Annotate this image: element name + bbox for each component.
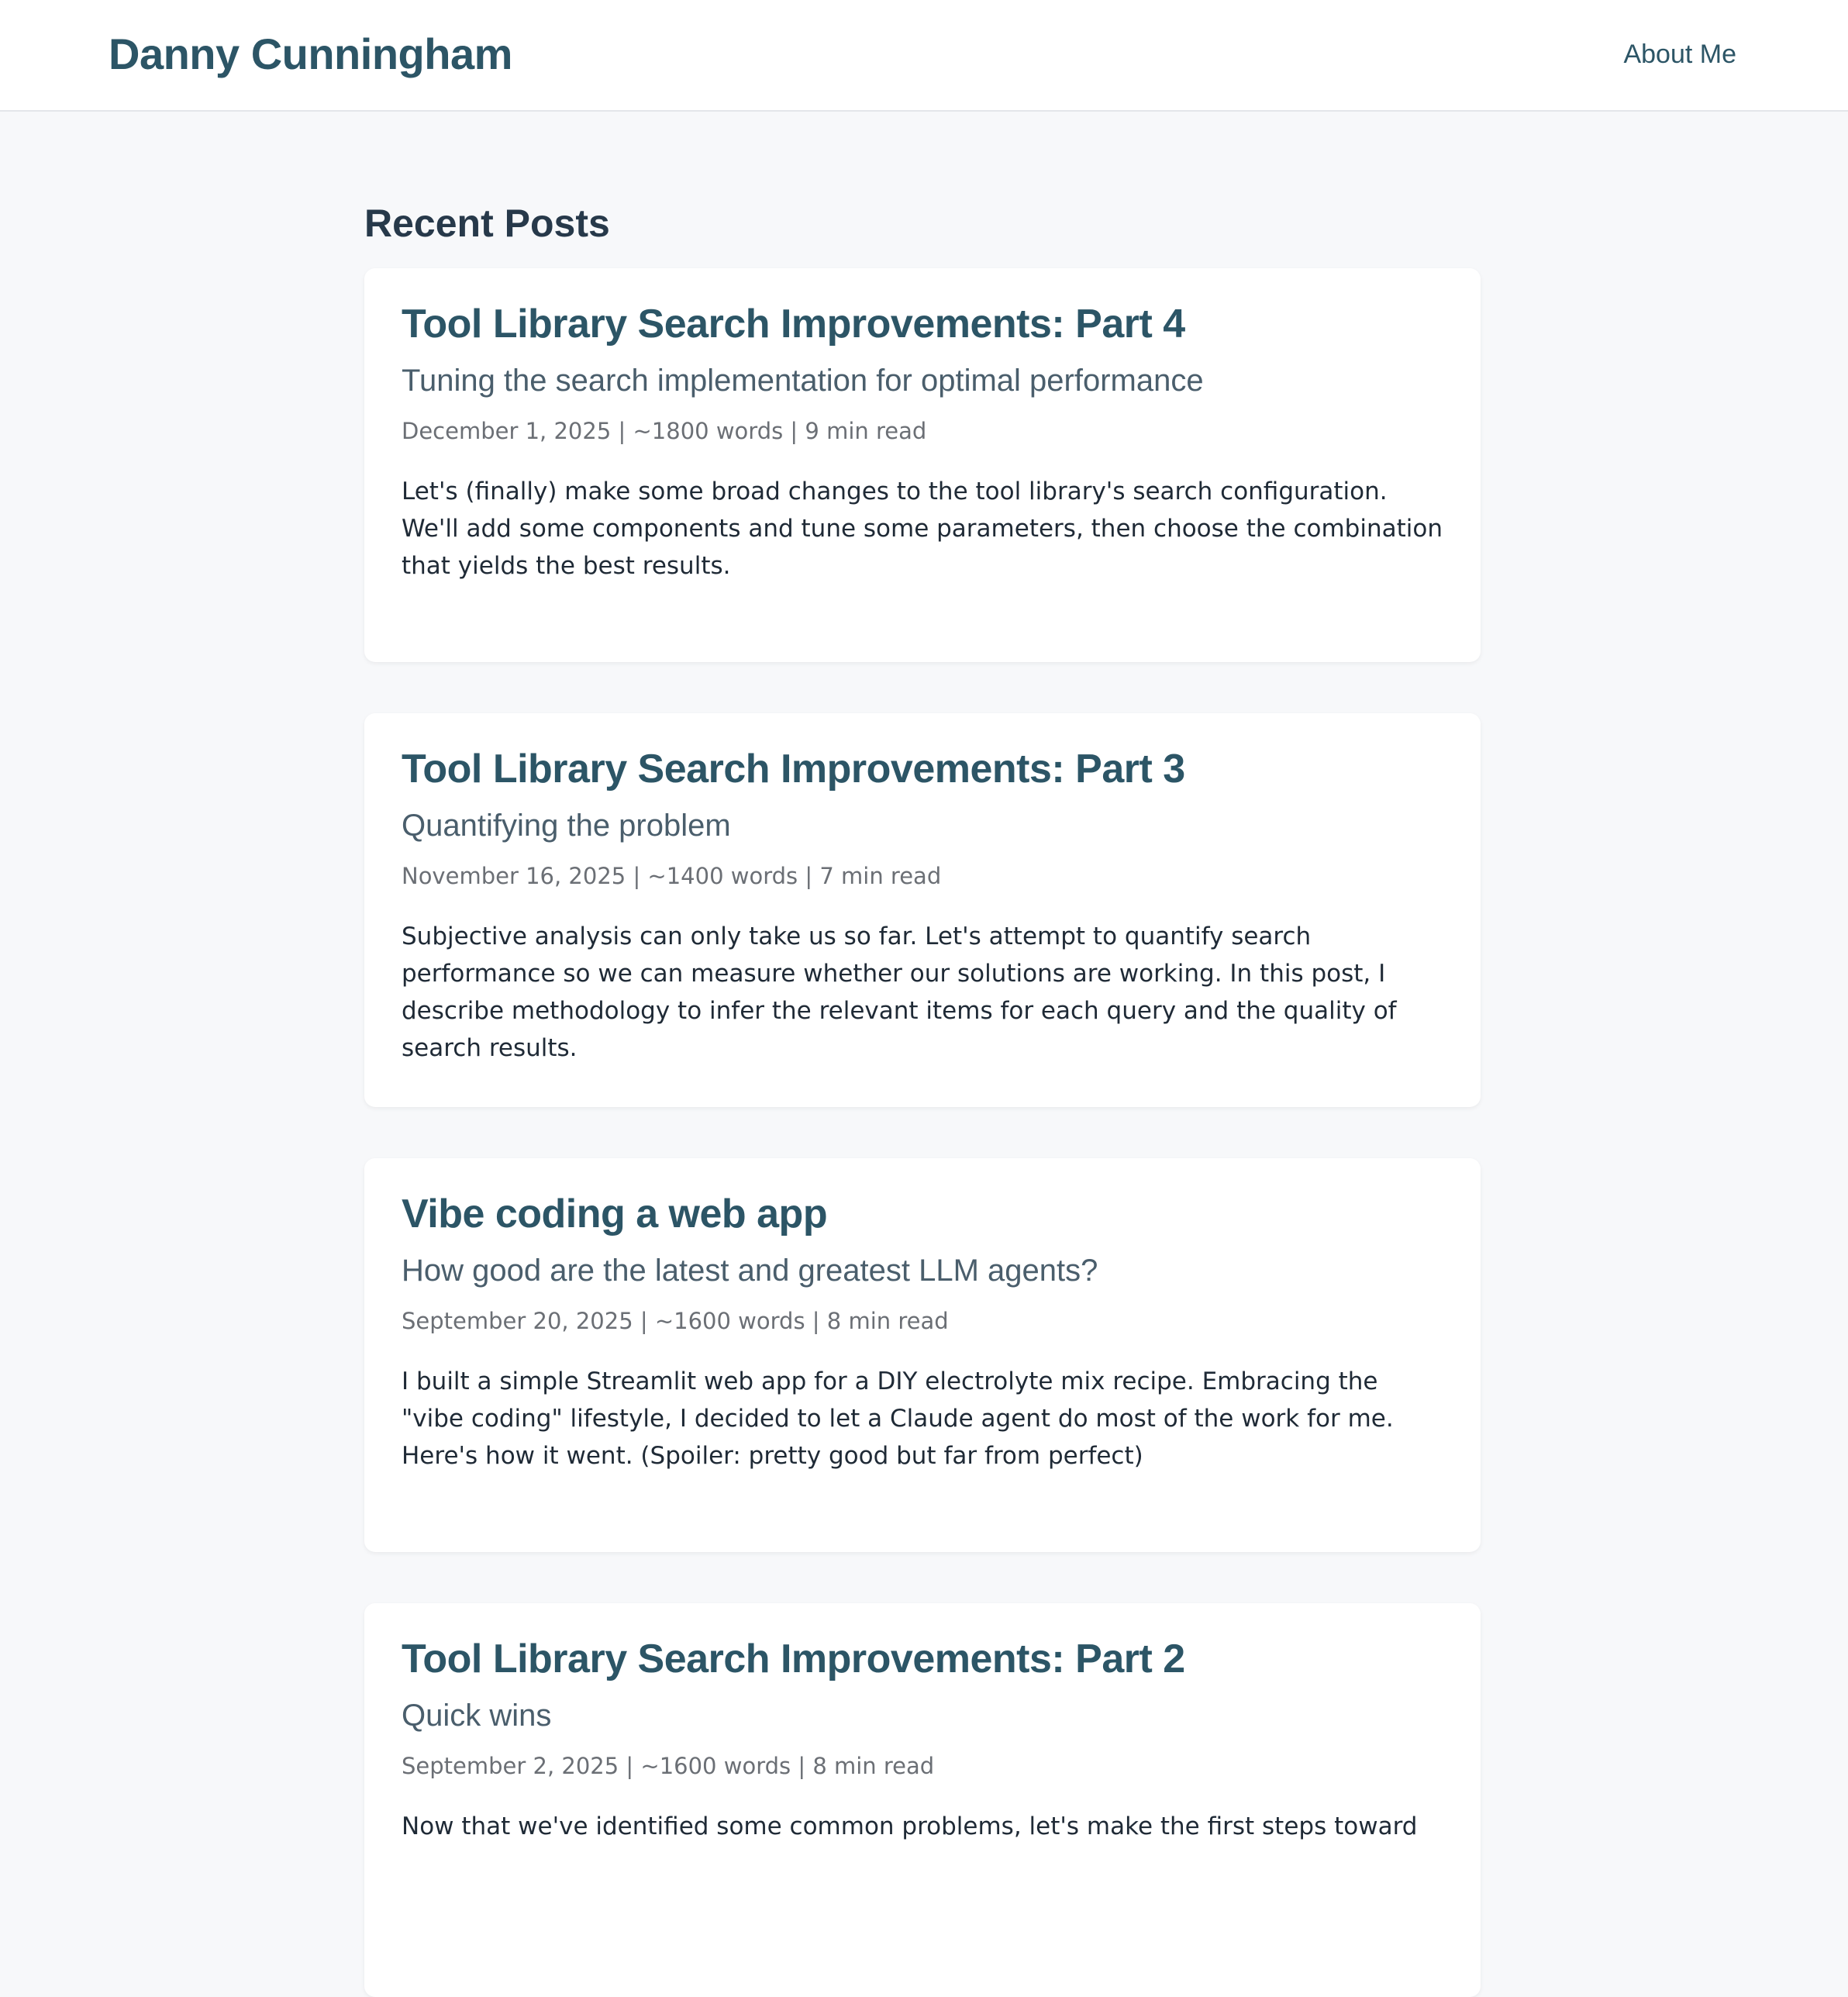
post-title-link[interactable]: Tool Library Search Improvements: Part 4 — [402, 302, 1185, 347]
post-title-link[interactable]: Tool Library Search Improvements: Part 3 — [402, 747, 1185, 792]
main-content — [364, 198, 1481, 1997]
post-excerpt: Let's (finally) make some broad changes to the tool library's search configuration. We'll add some components and tune some parameters, then choose the combination that yields the best results. — [402, 478, 1443, 580]
post-subtitle: Quick wins — [402, 1699, 552, 1733]
post-subtitle: Tuning the search implementation for optimal performance — [402, 364, 1204, 398]
post-title-link[interactable]: Vibe coding a web app — [402, 1192, 828, 1236]
site-header — [0, 0, 1848, 112]
post-subtitle: How good are the latest and greatest LLM agents? — [402, 1254, 1098, 1288]
post-card — [364, 1603, 1481, 1997]
section-title: Recent Posts — [364, 202, 610, 245]
nav-about-me-link[interactable]: About Me — [1623, 40, 1736, 69]
post-card — [364, 268, 1481, 662]
post-excerpt: Subjective analysis can only take us so far. Let's attempt to quantify search performance so we can measure whether our solutions are working. In this post, I describe methodology to infer the relevant items for each query and the quality of search results. — [402, 923, 1397, 1062]
post-excerpt: I built a simple Streamlit web app for a DIY electrolyte mix recipe. Embracing the "vibe coding" lifestyle, I decided to let a Claude agent do most of the work for me. Here's how it went. (Spoiler: pretty good but far from perfect) — [402, 1368, 1394, 1470]
post-meta: November 16, 2025 | ~1400 words | 7 min read — [402, 863, 942, 889]
post-card — [364, 1158, 1481, 1552]
post-meta: December 1, 2025 | ~1800 words | 9 min read — [402, 418, 927, 444]
post-excerpt: Now that we've identified some common problems, let's make the first steps toward — [402, 1812, 1418, 1840]
post-meta: September 20, 2025 | ~1600 words | 8 min read — [402, 1308, 949, 1334]
post-card — [364, 713, 1481, 1107]
site-title-link[interactable]: Danny Cunningham — [109, 29, 512, 78]
post-subtitle: Quantifying the problem — [402, 809, 731, 843]
post-meta: September 2, 2025 | ~1600 words | 8 min read — [402, 1753, 935, 1779]
post-title-link[interactable]: Tool Library Search Improvements: Part 2 — [402, 1637, 1185, 1681]
